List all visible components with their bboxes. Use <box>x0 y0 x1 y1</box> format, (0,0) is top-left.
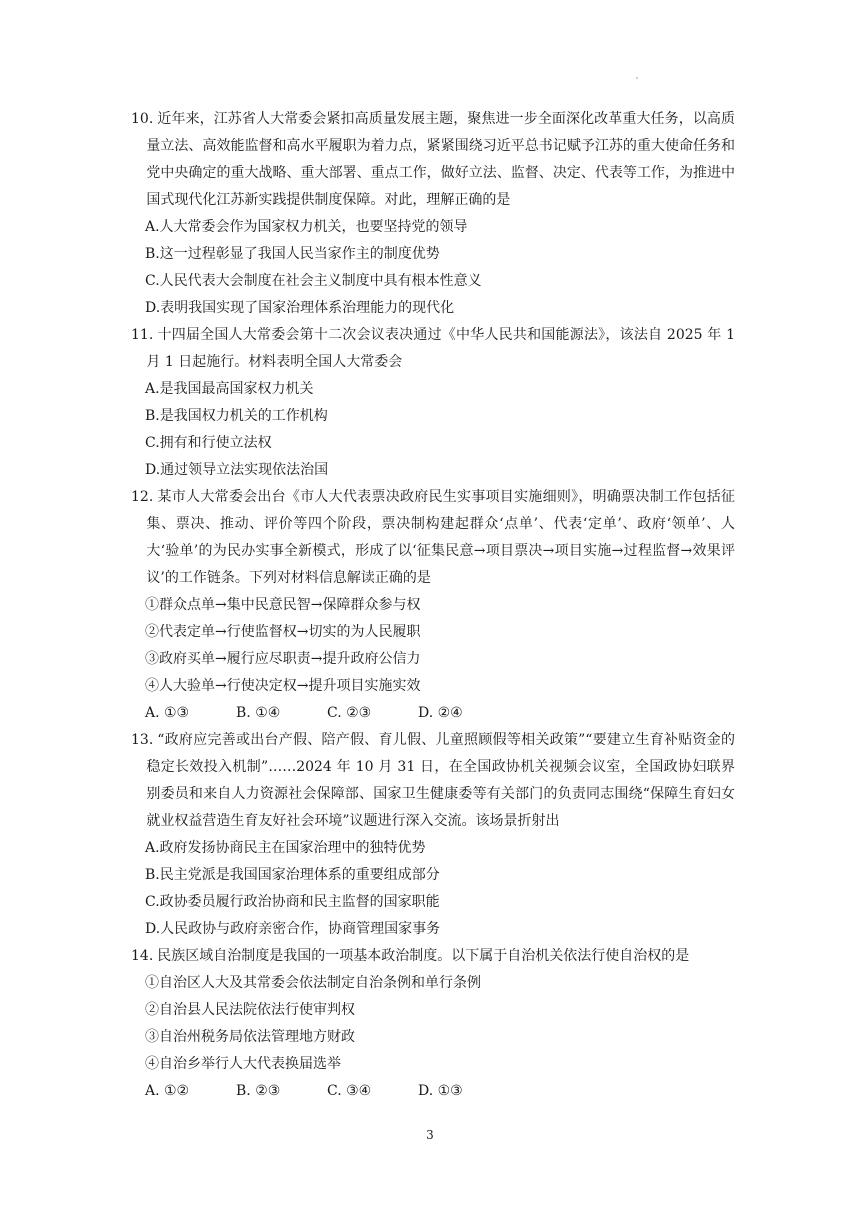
question-stem <box>131 727 735 835</box>
option-c: C.政协委员履行政治协商和民主监督的国家职能 <box>145 894 440 910</box>
question-number: 14. <box>131 948 154 964</box>
question-number: 13. <box>131 732 154 748</box>
question-number: 12. <box>131 489 154 505</box>
question-number: 10. <box>131 111 154 127</box>
question-13 <box>131 727 735 943</box>
question-10 <box>131 106 735 322</box>
statement-1: ①自治区人大及其常委会依法制定自治条例和单行条例 <box>145 975 481 991</box>
choice-c: C. ③④ <box>327 1083 372 1099</box>
choice-d: D. ②④ <box>418 705 463 721</box>
question-text: 近年来，江苏省人大常委会紧扣高质量发展主题，聚焦进一步全面深化改革重大任务，以高质量立法、高效能监督和高水平履职为着力点，紧紧围绕习近平总书记赋予江苏的重大使命任务和党中央确定的重大战略、重大部署、重点工作，做好立法、监督、决定、代表等工作，为推进中国式现代化江苏新实践提供制度保障。对此，理解正确的是 <box>146 111 735 208</box>
page-number: 3 <box>426 1128 434 1142</box>
option-c: C.人民代表大会制度在社会主义制度中具有根本性意义 <box>145 273 482 289</box>
choice-b: B. ②③ <box>236 1083 281 1099</box>
question-11 <box>131 322 735 484</box>
question-stem <box>131 484 735 592</box>
question-stem <box>131 322 735 376</box>
question-stem <box>131 106 735 214</box>
statement-4: ④自治乡举行人大代表换届选举 <box>145 1056 341 1072</box>
option-d: D.通过领导立法实现依法治国 <box>145 462 329 478</box>
statement-3: ③政府买单→履行应尽职责→提升政府公信力 <box>145 651 421 667</box>
answer-choices <box>131 1078 735 1105</box>
option-a: A.人大常委会作为国家权力机关，也要坚持党的领导 <box>145 219 468 235</box>
question-text: “政府应完善或出台产假、陪产假、育儿假、儿童照顾假等相关政策”“要建立生育补贴资金的稳定长效投入机制”……2024 年 10 月 31 日，在全国政协机关视频会议室，全国政协妇联界别委员和来自人力资源社会保障部、国家卫生健康委等有关部门的负责同志围绕“保障生育妇女就业权益营造生育友好社会环境”议题进行深入交流。该场景折射出 <box>146 732 735 829</box>
option-d: D.表明我国实现了国家治理体系治理能力的现代化 <box>145 300 455 316</box>
option-a: A.是我国最高国家权力机关 <box>145 381 314 397</box>
question-number: 11. <box>131 327 154 343</box>
statement-3: ③自治州税务局依法管理地方财政 <box>145 1029 355 1045</box>
statement-4: ④人大验单→行使决定权→提升项目实施实效 <box>145 678 421 694</box>
question-text: 十四届全国人大常委会第十二次会议表决通过《中华人民共和国能源法》，该法自 2025 年 1 月 1 日起施行。材料表明全国人大常委会 <box>146 327 735 370</box>
choice-b: B. ①④ <box>236 705 281 721</box>
choice-a: A. ①③ <box>145 705 190 721</box>
answer-choices <box>131 700 735 727</box>
option-b: B.民主党派是我国国家治理体系的重要组成部分 <box>145 867 440 883</box>
statement-1: ①群众点单→集中民意民智→保障群众参与权 <box>145 597 421 613</box>
choice-c: C. ②③ <box>327 705 372 721</box>
choice-a: A. ①② <box>145 1083 190 1099</box>
option-d: D.人民政协与政府亲密合作，协商管理国家事务 <box>145 921 441 937</box>
statement-2: ②代表定单→行使监督权→切实的为人民履职 <box>145 624 421 640</box>
question-12 <box>131 484 735 727</box>
scan-mark <box>636 77 638 79</box>
option-c: C.拥有和行使立法权 <box>145 435 272 451</box>
question-text: 民族区域自治制度是我国的一项基本政治制度。以下属于自治机关依法行使自治权的是 <box>157 948 690 964</box>
option-b: B.这一过程彰显了我国人民当家作主的制度优势 <box>145 246 440 262</box>
question-list <box>131 106 735 1105</box>
statement-2: ②自治县人民法院依法行使审判权 <box>145 1002 355 1018</box>
question-text: 某市人大常委会出台《市人大代表票决政府民生实事项目实施细则》，明确票决制工作包括征集、票决、推动、评价等四个阶段，票决制构建起群众‘点单’、代表‘定单’、政府‘领单’、人大‘验单’的为民办实事全新模式，形成了以‘征集民意→项目票决→项目实施→过程监督→效果评议’的工作链条。下列对材料信息解读正确的是 <box>146 489 735 586</box>
question-14 <box>131 943 735 1105</box>
option-b: B.是我国权力机关的工作机构 <box>145 408 328 424</box>
option-a: A.政府发扬协商民主在国家治理中的独特优势 <box>145 840 426 856</box>
question-stem <box>131 943 735 970</box>
choice-d: D. ①③ <box>418 1083 463 1099</box>
